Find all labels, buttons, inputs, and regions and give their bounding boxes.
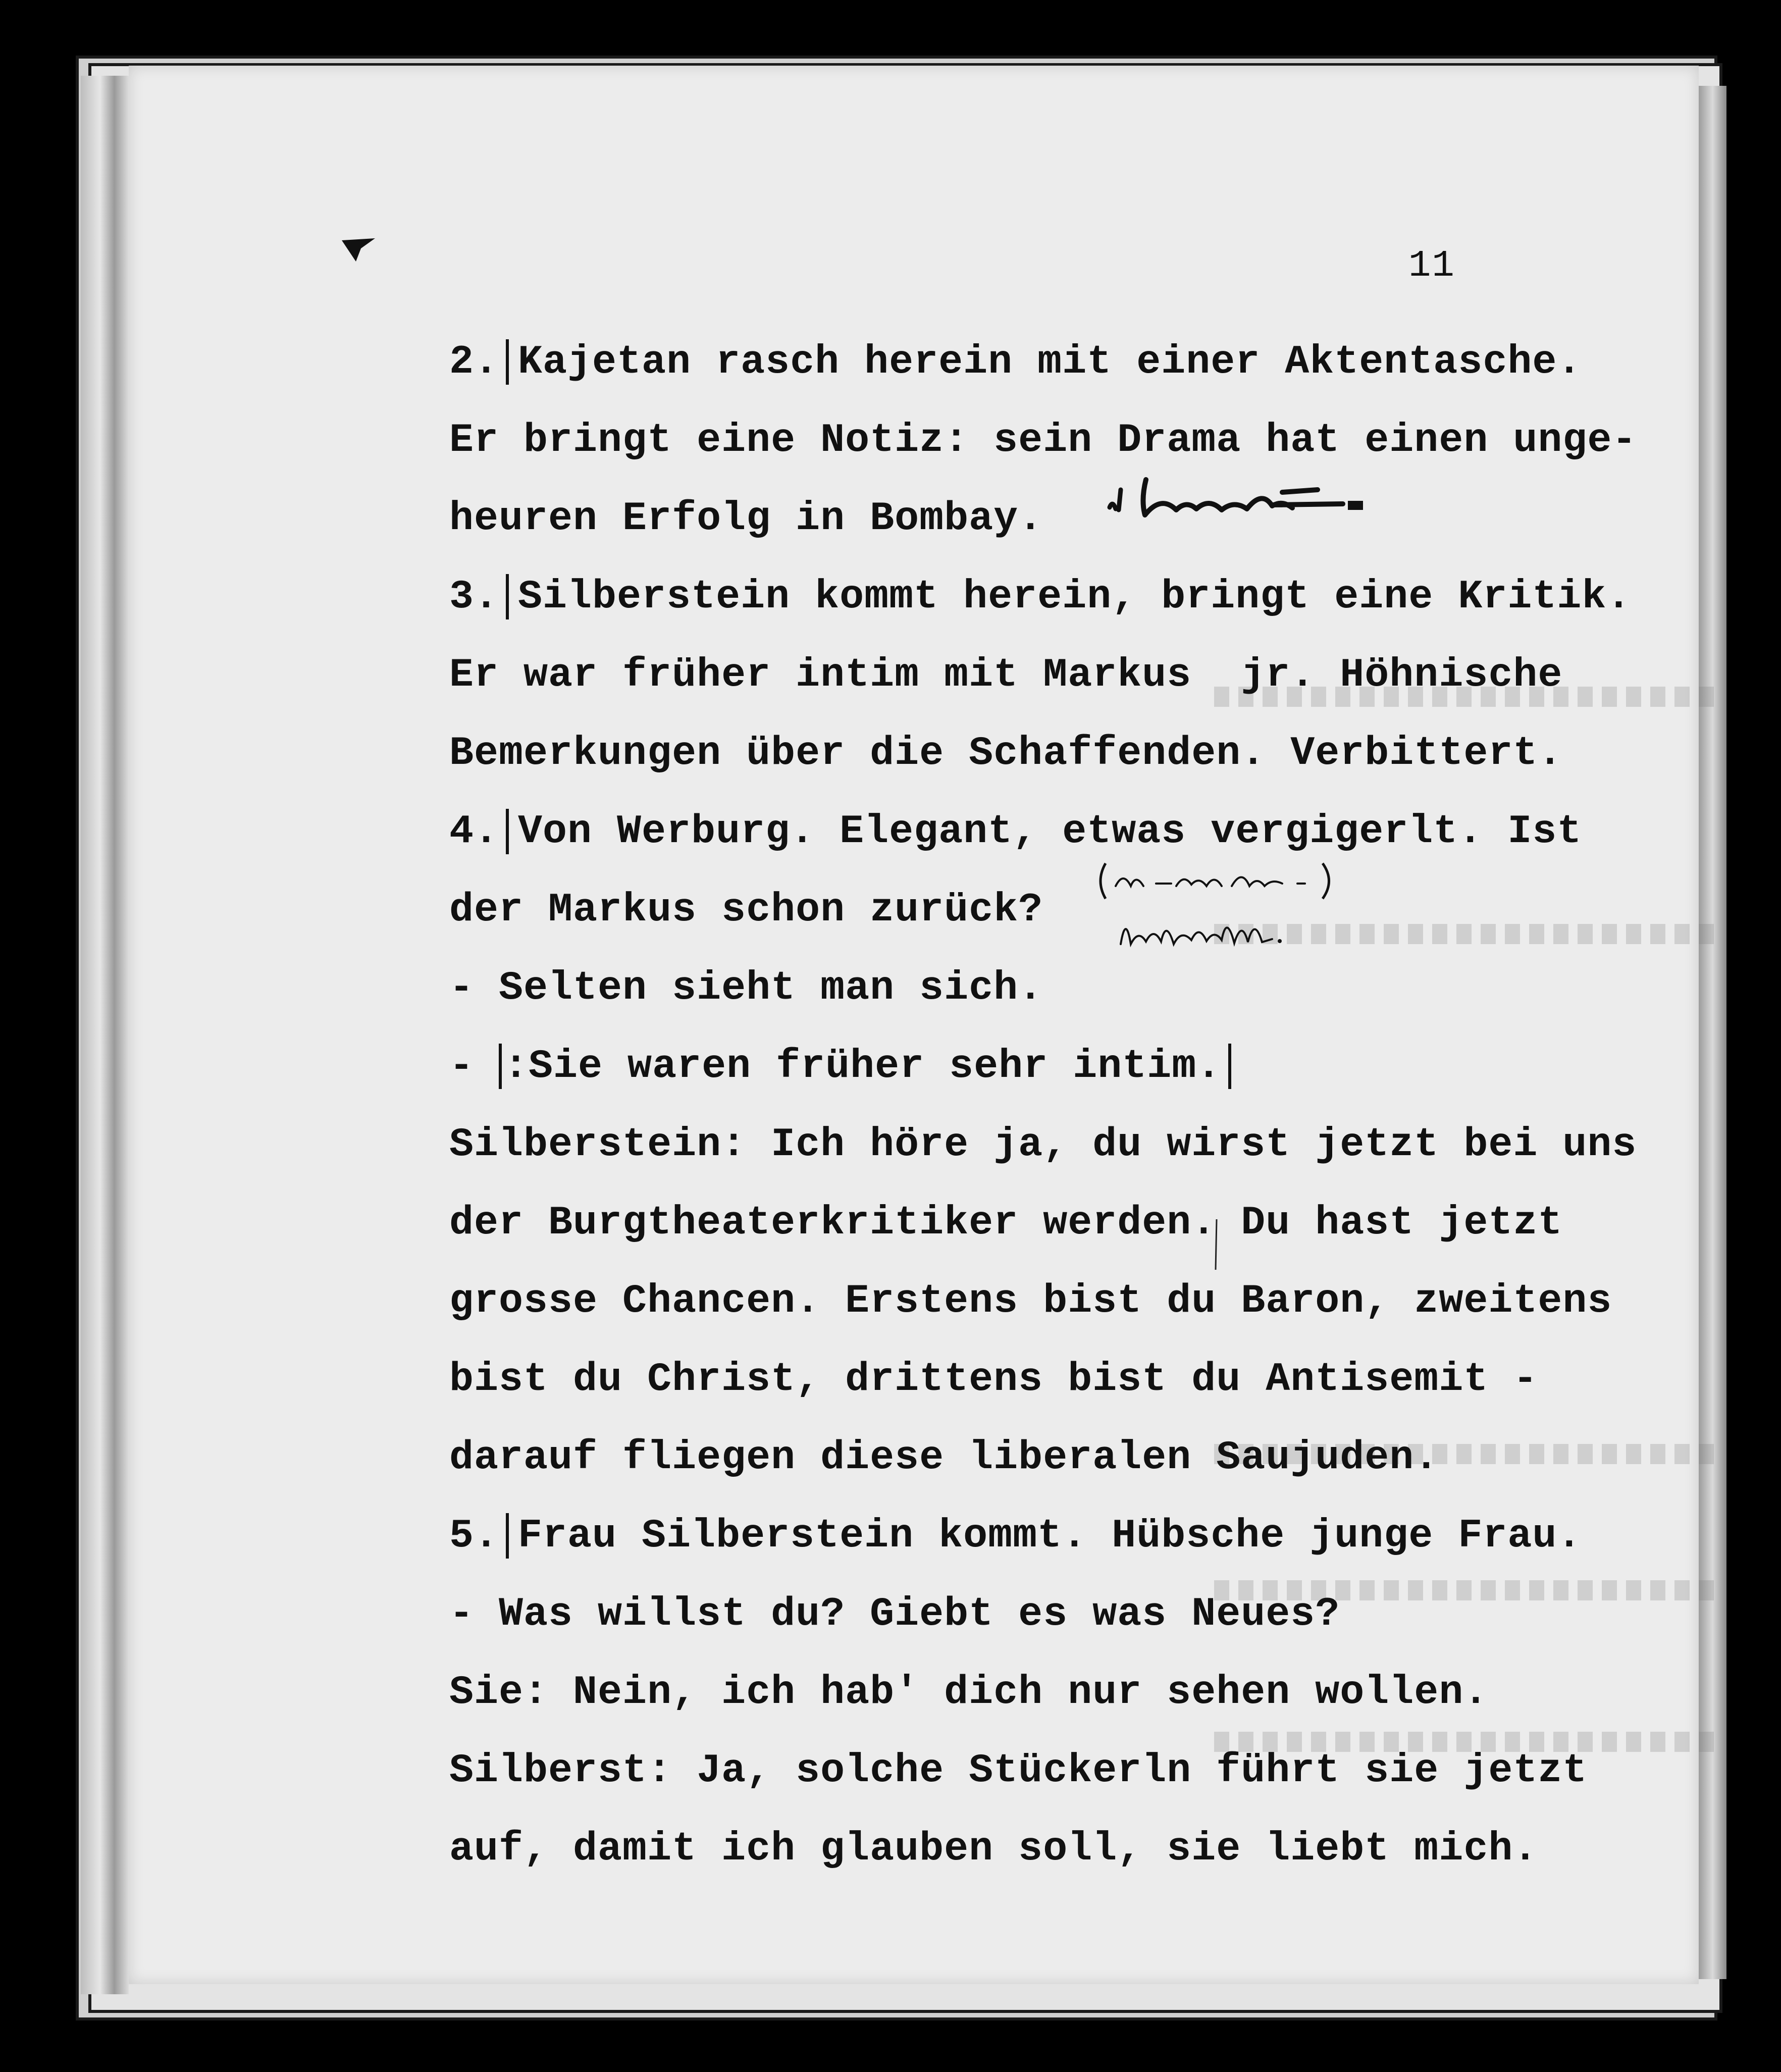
page-number: 11 <box>1408 245 1455 287</box>
scene-line <box>449 558 1632 636</box>
text-line: Er bringt eine Notiz: sein Drama hat einen unge- <box>449 418 1637 463</box>
text-line: heuren Erfolg in Bombay. <box>449 496 1043 542</box>
scene-line <box>449 323 1610 401</box>
margin-bar <box>506 809 509 854</box>
text-line: der Markus schon zurück? <box>449 887 1043 933</box>
margin-bar <box>506 574 509 619</box>
margin-bar <box>506 339 509 385</box>
punch-mark-icon <box>341 237 376 263</box>
text-line: Bemerkungen über die Schaffenden. Verbittert. <box>449 731 1563 776</box>
scene-number: 4. <box>449 809 499 855</box>
margin-bar <box>506 1513 509 1559</box>
line-text: Frau Silberstein kommt. Hübsche junge Frau. <box>518 1513 1582 1559</box>
text-line: darauf fliegen diese liberalen Saujuden. <box>449 1435 1439 1481</box>
scene-number: 5. <box>449 1513 499 1559</box>
binding-edge <box>81 76 129 1994</box>
text-line: - Was willst du? Giebt es was Neues? <box>449 1591 1340 1637</box>
margin-bar <box>1228 1044 1231 1089</box>
scene-number: 2. <box>449 339 499 385</box>
scene-line <box>449 1497 1610 1575</box>
text-line: Sie: Nein, ich hab' dich nur sehen wollen. <box>449 1670 1489 1716</box>
text-line: Silberstein: Ich höre ja, du wirst jetzt bei uns <box>449 1122 1637 1168</box>
text-line: - Selten sieht man sich. <box>449 965 1043 1011</box>
stacked-pages-edge <box>1699 86 1726 1979</box>
text-line: bist du Christ, drittens bist du Antisemit - <box>449 1357 1538 1403</box>
scene-line <box>449 793 1610 871</box>
text-line: grosse Chancen. Erstens bist du Baron, zweitens <box>449 1278 1612 1324</box>
text-line: Silberst: Ja, solche Stückerln führt sie jetzt <box>449 1748 1588 1794</box>
line-text: :Sie waren früher sehr intim. <box>504 1044 1222 1090</box>
marked-line <box>449 1027 1610 1106</box>
text-line: auf, damit ich glauben soll, sie liebt mich. <box>449 1826 1538 1872</box>
scene-number: 3. <box>449 574 499 620</box>
margin-bar <box>499 1044 502 1089</box>
line-text: Kajetan rasch herein mit einer Aktentasche. <box>518 339 1582 385</box>
line-text: Silberstein kommt herein, bringt eine Kritik. <box>518 574 1632 620</box>
line-text: Von Werburg. Elegant, etwas vergigerlt. Ist <box>518 809 1582 855</box>
text-line: Er war früher intim mit Markus jr. Höhnische <box>449 652 1563 698</box>
line-prefix: - <box>449 1044 499 1090</box>
typescript-body <box>449 323 1637 1888</box>
text-line: der Burgtheaterkritiker werden. Du hast jetzt <box>449 1200 1563 1246</box>
